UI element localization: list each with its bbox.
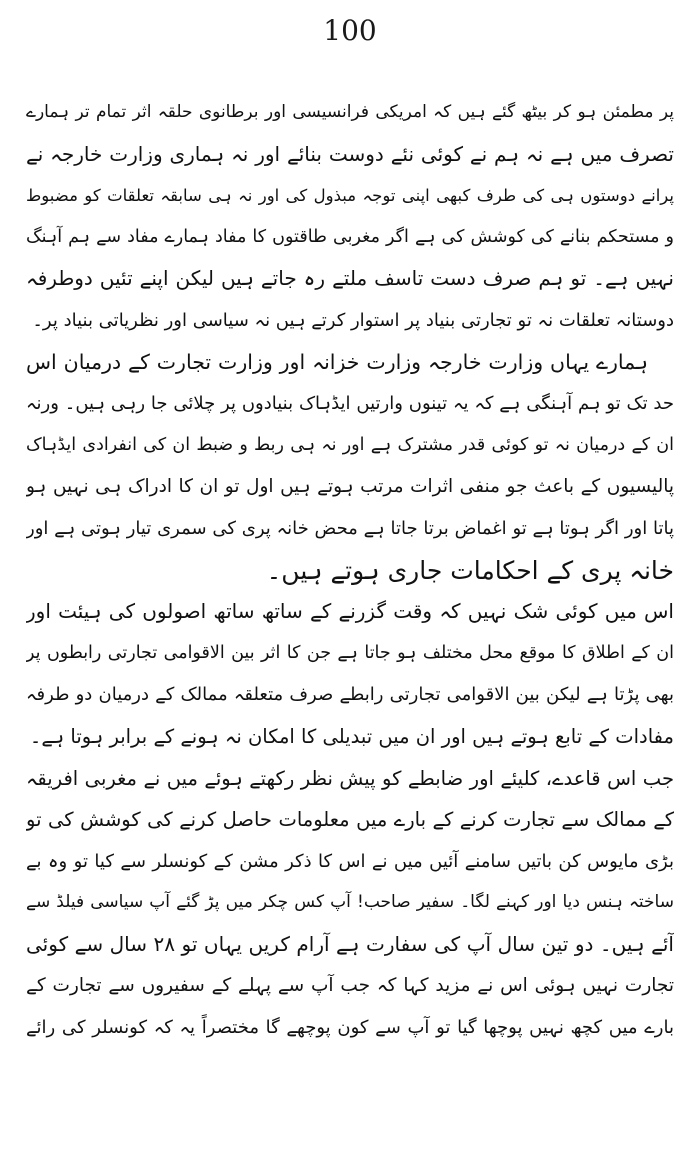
text-line: حد تک تو ہم آہنگی ہے کہ یہ تینوں وارتیں ایڈہاک بنیادوں پر چلائی جا رہی ہیں۔ ورنہ (26, 393, 674, 415)
text-line: تصرف میں ہے نہ ہم نے کوئی نئے دوست بنائے اور نہ ہماری وزارت خارجہ نے (26, 141, 674, 166)
page-number: 100 (323, 14, 377, 47)
text-line: پرانے دوستوں ہی کی طرف کبھی اپنی توجہ مبذول کی اور نہ ہی سابقہ تعلقات کو مضبوط (26, 186, 674, 206)
text-line: پاتا اور اگر ہوتا ہے تو اغماض برتا جاتا ہے محض خانہ پری کی سمری تیار ہوتی ہے اور (26, 517, 674, 539)
text-line: و مستحکم بنانے کی کوشش کی ہے اگر مغربی طاقتوں کا مفاد ہمارے مفاد سے ہم آہنگ (26, 226, 674, 247)
text-line: ان کے درمیان نہ تو کوئی قدر مشترک ہے اور نہ ہی ربط و ضبط ان کی انفرادی ایڈہاک (26, 434, 674, 455)
text-line: بڑی مایوس کن باتیں سامنے آئیں میں نے اس کا ذکر مشن کے کونسلر سے کیا تو وہ بے (26, 850, 674, 872)
text-line: پر مطمئن ہو کر بیٹھ گئے ہیں کہ امریکی فرانسیسی اور برطانوی حلقہ اثر تمام تر ہمارے (26, 102, 674, 122)
text-line: ان کے اطلاق کا موقع محل مختلف ہو جاتا ہے جن کا اثر بین الاقوامی تجارتی رابطوں پر (26, 642, 674, 663)
text-line: بارے میں کچھ نہیں پوچھا گیا تو آپ سے کون پوچھے گا مختصراً یہ کہ کونسلر کی رائے (26, 1017, 674, 1039)
paragraph-start-line: ہمارے یہاں وزارت خارجہ وزارت خزانہ اور وزارت تجارت کے درمیان اس (26, 349, 648, 374)
text-line: کے ممالک سے تجارت کرنے کے بارے میں معلومات حاصل کرنے کی کوشش کی تو (26, 808, 674, 832)
text-line: نہیں ہے۔ تو ہم صرف دست تاسف ملتے رہ جاتے ہیں لیکن اپنے تئیں دوطرفہ (26, 266, 674, 291)
paragraph-start-line: جب اس قاعدے، کلیئے اور ضابطے کو پیش نظر رکھتے ہوئے میں نے مغربی افریقہ (26, 766, 674, 790)
text-line: دوستانہ تعلقات نہ تو تجارتی بنیاد پر استوار کرتے ہیں نہ سیاسی اور نظریاتی بنیاد پر۔ (32, 309, 674, 331)
text-line: آئے ہیں۔ دو تین سال آپ کی سفارت ہے آرام کریں یہاں تو ۲۸ سال سے کوئی (26, 931, 674, 956)
text-line: بھی پڑتا ہے لیکن بین الاقوامی تجارتی رابطے صرف متعلقہ ممالک کے درمیان دو طرفہ (26, 684, 674, 706)
text-line: مفادات کے تابع ہوتے ہیں اور ان میں تبدیلی کا امکان نہ ہونے کے برابر ہوتا ہے۔ (29, 724, 674, 748)
text-line: پالیسیوں کے باعث جو منفی اثرات مرتب ہوتے ہیں اول تو ان کا ادراک ہی نہیں ہو (26, 476, 674, 498)
text-line: ساختہ ہنس دیا اور کہنے لگا۔ سفیر صاحب! آپ کس چکر میں پڑ گئے آپ سیاسی فیلڈ سے (26, 892, 674, 913)
text-line: تجارت نہیں ہوئی اس نے مزید کہا کہ جب آپ سے پہلے کے سفیروں سے تجارت کے (26, 975, 674, 997)
urdu-text-body (26, 92, 674, 1049)
paragraph-start-line: اس میں کوئی شک نہیں کہ وقت گزرنے کے ساتھ ساتھ اصولوں کی ہیئت اور (26, 599, 674, 624)
text-line: خانہ پری کے احکامات جاری ہوتے ہیں۔ (266, 555, 674, 585)
